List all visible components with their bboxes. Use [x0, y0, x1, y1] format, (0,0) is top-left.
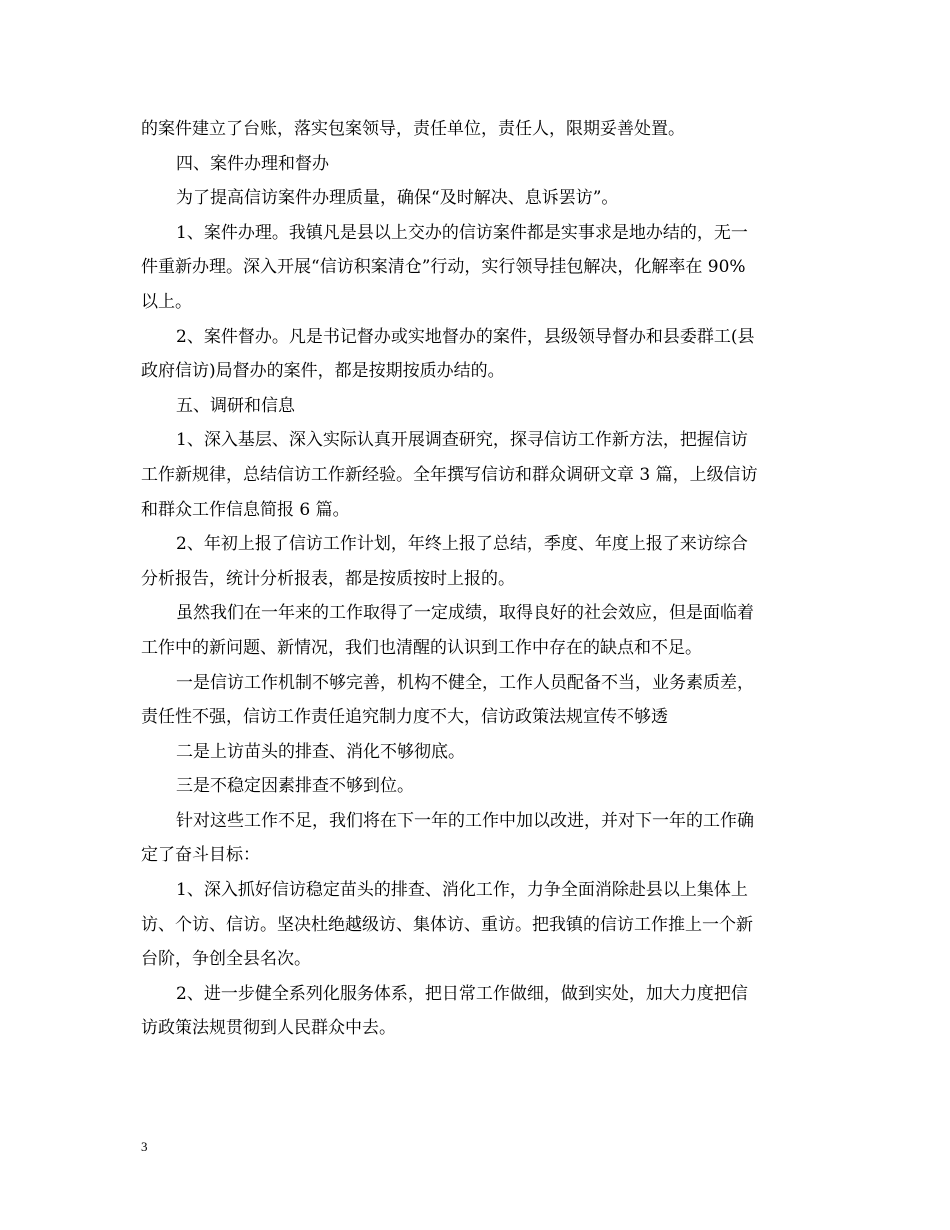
text-line: 针对这些工作不足，我们将在下一年的工作中加以改进，并对下一年的工作确: [176, 810, 754, 831]
text-line: 工作新规律，总结信访工作新经验。全年撰写信访和群众调研文章 3 篇，上级信访: [141, 464, 758, 485]
text-line: 2、案件督办。凡是书记督办或实地督办的案件，县级领导督办和县委群工(县: [176, 326, 755, 347]
text-line: 2、年初上报了信访工作计划，年终上报了总结，季度、年度上报了来访综合: [176, 534, 748, 555]
page-number: 3: [141, 1139, 148, 1154]
text-line: 政府信访)局督办的案件，都是按期按质办结的。: [141, 361, 505, 382]
text-line: 三是不稳定因素排查不够到位。: [176, 776, 414, 797]
text-line: 1、深入基层、深入实际认真开展调查研究，探寻信访工作新方法，把握信访: [176, 430, 748, 451]
text-line: 虽然我们在一年来的工作取得了一定成绩，取得良好的社会效应，但是面临着: [176, 603, 754, 624]
text-line: 台阶，争创全县名次。: [141, 949, 311, 970]
section-heading: 五、调研和信息: [176, 395, 295, 416]
text-line: 访、个访、信访。坚决杜绝越级访、集体访、重访。把我镇的信访工作推上一个新: [141, 914, 753, 935]
text-line: 2、进一步健全系列化服务体系，把日常工作做细，做到实处，加大力度把信: [176, 983, 748, 1004]
text-line: 件重新办理。深入开展“信访积案清仓”行动，实行领导挂包解决，化解率在 90%: [141, 257, 746, 278]
section-heading: 四、案件办理和督办: [176, 153, 329, 174]
text-line: 1、深入抓好信访稳定苗头的排查、消化工作，力争全面消除赴县以上集体上: [176, 880, 748, 901]
text-line: 二是上访苗头的排查、消化不够彻底。: [176, 741, 465, 762]
text-line: 和群众工作信息简报 6 篇。: [141, 499, 350, 520]
text-line: 一是信访工作机制不够完善，机构不健全，工作人员配备不当，业务素质差，: [176, 672, 754, 693]
text-line: 的案件建立了台账，落实包案领导，责任单位，责任人，限期妥善处置。: [141, 119, 685, 139]
text-line: 1、案件办理。我镇凡是县以上交办的信访案件都是实事求是地办结的，无一: [176, 222, 748, 243]
text-line: 责任性不强，信访工作责任追究制力度不大，信访政策法规宣传不够透: [141, 707, 668, 728]
text-line: 为了提高信访案件办理质量，确保“及时解决、息诉罢访”。: [176, 188, 619, 209]
document-body: [141, 112, 813, 1046]
text-line: 以上。: [141, 291, 192, 312]
text-line: 分析报告，统计分析报表，都是按质按时上报的。: [141, 568, 515, 589]
text-line: 工作中的新问题、新情况，我们也清醒的认识到工作中存在的缺点和不足。: [141, 637, 702, 658]
text-line: 定了奋斗目标：: [141, 845, 260, 866]
text-line: 访政策法规贯彻到人民群众中去。: [141, 1018, 396, 1039]
